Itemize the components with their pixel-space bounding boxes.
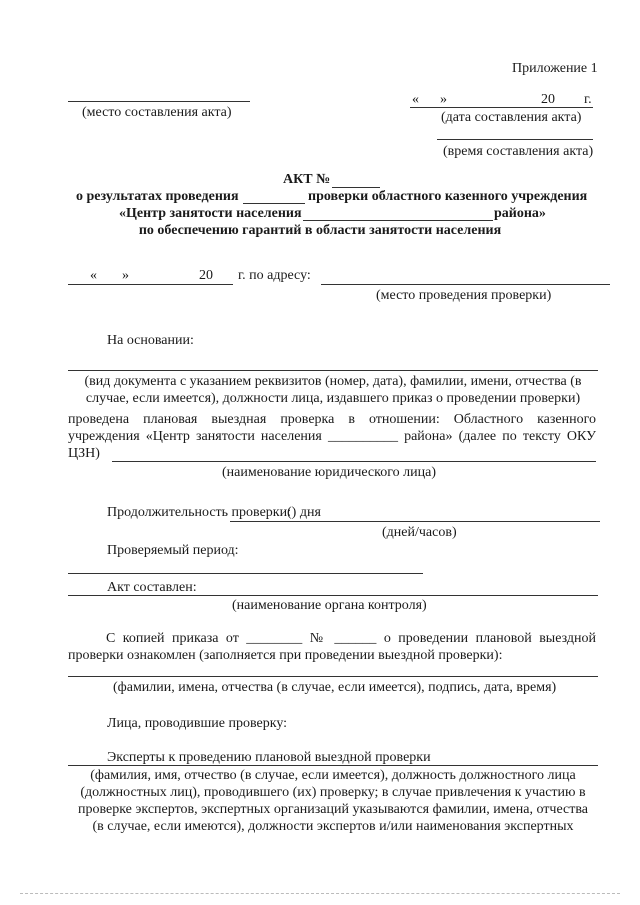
- title-line2-start: «Центр занятости населения: [119, 206, 302, 221]
- title-check-type-line: [243, 203, 305, 204]
- address-quote-open: «: [90, 268, 97, 283]
- title-line2-end: района»: [494, 206, 546, 221]
- date-year-prefix: 20: [541, 92, 555, 107]
- compiled-label: Акт составлен:: [107, 580, 197, 595]
- duration-line: [230, 521, 600, 522]
- address-quote-close: »: [122, 268, 129, 283]
- time-line: [437, 139, 593, 140]
- act-number-line: [332, 187, 380, 188]
- inspection-line: [112, 461, 596, 462]
- bottom-line: [20, 893, 620, 894]
- basis-caption-line2: случае, если имеется), должности лица, издавшего приказ о проведении проверки): [85, 391, 581, 406]
- compiled-line: [68, 595, 598, 596]
- basis-line: [68, 370, 598, 371]
- date-quote-open: «: [412, 92, 419, 107]
- place-line: [68, 101, 250, 102]
- place-caption: (место составления акта): [82, 105, 232, 120]
- order-line: [68, 676, 598, 677]
- order-text: С копией приказа от ________ № ______ о проведении плановой выездной проверки ознакомлен (заполняется при проведении выездной проверки):: [68, 631, 596, 663]
- inspectors-label: Лица, проводившие проверку:: [107, 716, 288, 731]
- act-title: АКТ №: [283, 172, 331, 187]
- date-line: [410, 107, 593, 108]
- date-quote-close: »: [440, 92, 447, 107]
- inspection-caption: (наименование юридического лица): [222, 465, 436, 480]
- order-caption: (фамилии, имена, отчества (в случае, если имеется), подпись, дата, время): [113, 680, 557, 695]
- title-line3: по обеспечению гарантий в области занятости населения: [138, 223, 502, 238]
- address-caption: (место проведения проверки): [376, 288, 552, 303]
- inspectors-caption-line1: (фамилия, имя, отчество (в случае, если имеется), должность должностного лица: [90, 768, 576, 783]
- title-line1-end: проверки областного казенного учреждения: [308, 189, 588, 204]
- duration-caption: (дней/часов): [382, 525, 457, 540]
- date-year-suffix: г.: [584, 92, 592, 107]
- inspectors-experts: Эксперты к проведению плановой выездной проверки: [107, 750, 431, 765]
- compiled-caption: (наименование органа контроля): [232, 598, 427, 613]
- duration-label: Продолжительность проверки:: [107, 505, 291, 520]
- basis-caption-line1: (вид документа с указанием реквизитов (номер, дата), фамилии, имени, отчества (в: [84, 374, 582, 389]
- inspection-text: проведена плановая выездная проверка в отношении: Областного казенного учреждения «Центр занятости населения __________ района» (далее по тексту ОКУ ЦЗН): [68, 412, 596, 461]
- period-label: Проверяемый период:: [107, 543, 239, 558]
- date-caption: (дата составления акта): [441, 110, 582, 125]
- basis-label: На основании:: [107, 333, 194, 348]
- time-caption: (время составления акта): [443, 144, 594, 159]
- address-year: 20: [199, 268, 213, 283]
- address-label: г. по адресу:: [238, 268, 311, 283]
- inspectors-caption-line2: (должностных лиц), проводившего (их) проверку; в случае привлечения к участию в: [80, 785, 586, 800]
- inspectors-line: [68, 765, 598, 766]
- title-line1-start: о результатах проведения: [76, 189, 239, 204]
- period-line: [68, 573, 423, 574]
- address-date-line: [68, 284, 233, 285]
- appendix-label: Приложение 1: [512, 61, 598, 76]
- inspectors-caption-line4: (в случае, если имеются), должности экспертов и/или наименования экспертных: [92, 819, 574, 834]
- address-value-line: [321, 284, 610, 285]
- title-district-line: [303, 220, 493, 221]
- duration-value: () дня: [287, 505, 321, 520]
- inspectors-caption-line3: проверке экспертов, экспертных организаций указываются фамилии, имена, отчества: [77, 802, 588, 817]
